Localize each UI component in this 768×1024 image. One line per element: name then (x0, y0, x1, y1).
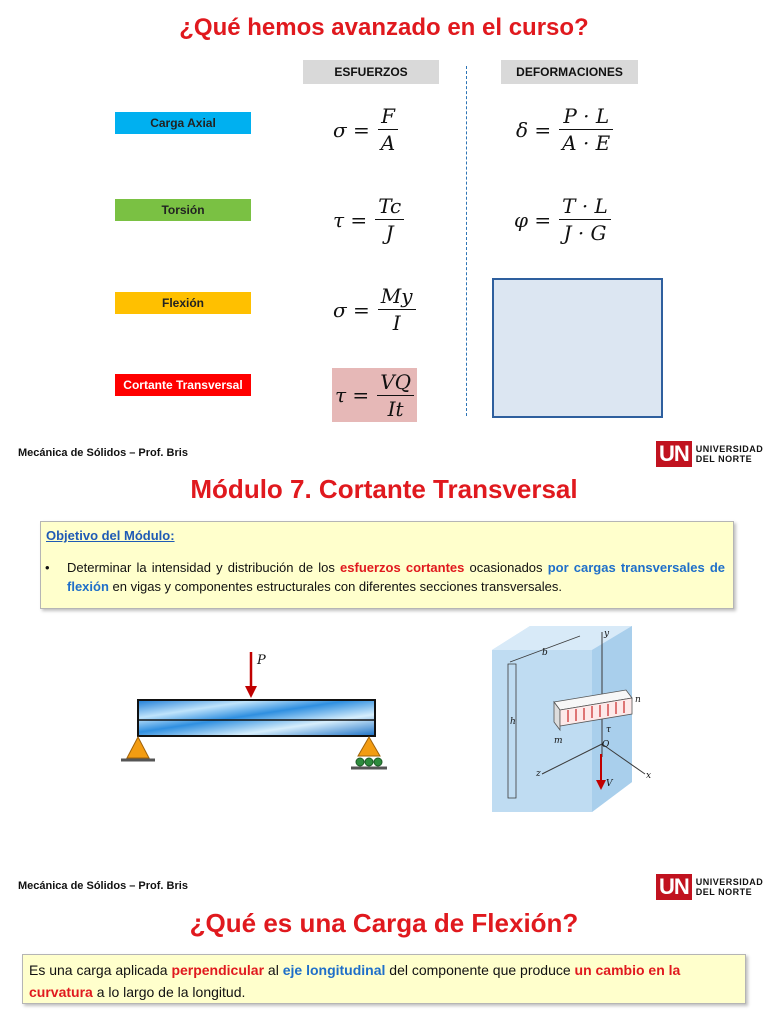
slide2-title: Módulo 7. Cortante Transversal (190, 474, 578, 504)
objective-title: Objetivo del Módulo: (46, 528, 175, 543)
esfuerzos-header: ESFUERZOS (303, 60, 439, 84)
objective-box (40, 521, 734, 609)
logo-text (696, 444, 764, 464)
load-label: P (257, 653, 266, 668)
logo-line2: DEL NORTE (695, 887, 753, 897)
eq-numerator: My (378, 284, 416, 310)
label-b: b (542, 648, 548, 658)
eq-fraction (377, 370, 414, 421)
slide3-title: ¿Qué es una Carga de Flexión? (189, 908, 579, 938)
bullet: • (45, 560, 50, 575)
roller-wheel (365, 758, 373, 766)
stress-eq-flexion (333, 284, 416, 335)
def-highlight-eje: eje longitudinal (282, 962, 386, 978)
eq-lhs: σ = (333, 117, 370, 142)
eq-denominator: A (380, 131, 396, 155)
label-z: z (536, 769, 541, 779)
obj-t3: ocasionados (464, 560, 548, 575)
def-t3: al (264, 962, 283, 978)
label-x: x (646, 771, 652, 781)
footer-slide1: Mecánica de Sólidos – Prof. Bris (18, 447, 188, 459)
empty-deformation-box (492, 278, 663, 418)
eq-lhs: δ = (516, 117, 552, 142)
slide1-title: ¿Qué hemos avanzado en el curso? (179, 14, 589, 41)
eq-denominator: J (385, 221, 394, 245)
label-v: V (606, 779, 613, 789)
logo-line2: DEL NORTE (695, 454, 753, 464)
def-t7: a lo largo de la longitud. (92, 984, 246, 1000)
objective-bullet-item (45, 558, 725, 596)
universidad-logo (656, 874, 763, 900)
eq-numerator: T · L (559, 194, 611, 220)
deform-eq-torsion (514, 194, 611, 245)
simply-supported-beam-diagram (115, 640, 395, 780)
eq-fraction (378, 104, 398, 155)
eq-fraction (559, 104, 613, 155)
roller-wheel (356, 758, 364, 766)
roller-wheel (374, 758, 382, 766)
objective-text (67, 558, 725, 596)
eq-fraction (559, 194, 611, 245)
logo-text (696, 877, 764, 897)
eq-denominator: J · G (563, 221, 607, 245)
beam (138, 700, 375, 736)
label-o: O (602, 740, 610, 750)
eq-numerator: Tc (375, 194, 404, 220)
def-t5: del componente que produce (385, 962, 575, 978)
label-h: h (510, 717, 516, 727)
stress-eq-torsion (333, 194, 404, 245)
row-label-cortante: Cortante Transversal (115, 374, 251, 396)
row-label-torsion: Torsión (115, 199, 251, 221)
obj-highlight-esfuerzos: esfuerzos cortantes (340, 560, 465, 575)
logo-line1: UNIVERSIDAD (695, 877, 764, 887)
deformaciones-header: DEFORMACIONES (501, 60, 638, 84)
cross-section-shear-diagram (480, 622, 660, 822)
stress-eq-axial (333, 104, 398, 155)
logo-mark: UN (656, 874, 692, 900)
label-y: y (604, 629, 610, 639)
obj-highlight-cargas: por cargas transversales de flexión (67, 560, 725, 594)
universidad-logo (656, 441, 763, 467)
eq-lhs: τ = (333, 207, 368, 232)
def-highlight-perpendicular: perpendicular (171, 962, 265, 978)
label-m: m (554, 736, 563, 746)
logo-line1: UNIVERSIDAD (695, 444, 764, 454)
eq-denominator: It (387, 396, 404, 421)
obj-t1: Determinar la intensidad y distribución de los (67, 560, 341, 575)
eq-denominator: A · E (562, 131, 611, 155)
eq-lhs: φ = (514, 207, 552, 232)
eq-numerator: P · L (559, 104, 613, 130)
definition-box (22, 954, 746, 1004)
load-arrow-head (245, 686, 257, 698)
eq-fraction (375, 194, 404, 245)
eq-lhs: τ = (335, 383, 370, 407)
def-highlight-curvatura: un cambio en la curvatura (29, 962, 681, 1000)
row-label-flexion: Flexión (115, 292, 251, 314)
deform-eq-axial (516, 104, 613, 155)
eq-numerator: VQ (377, 370, 414, 396)
pin-support (127, 737, 149, 758)
eq-fraction (378, 284, 416, 335)
footer-slide2: Mecánica de Sólidos – Prof. Bris (18, 880, 188, 892)
obj-t5: en vigas y componentes estructurales con diferentes secciones transversales. (108, 579, 562, 594)
eq-numerator: F (378, 104, 398, 130)
label-tau: τ (606, 725, 611, 735)
row-label-carga-axial: Carga Axial (115, 112, 251, 134)
label-n: n (635, 695, 641, 705)
column-divider (466, 66, 467, 416)
stress-eq-cortante (332, 368, 417, 422)
eq-lhs: σ = (333, 297, 370, 322)
logo-mark: UN (656, 441, 692, 467)
roller-support (358, 737, 380, 756)
eq-denominator: I (392, 311, 401, 335)
def-t1: Es una carga aplicada (29, 962, 172, 978)
